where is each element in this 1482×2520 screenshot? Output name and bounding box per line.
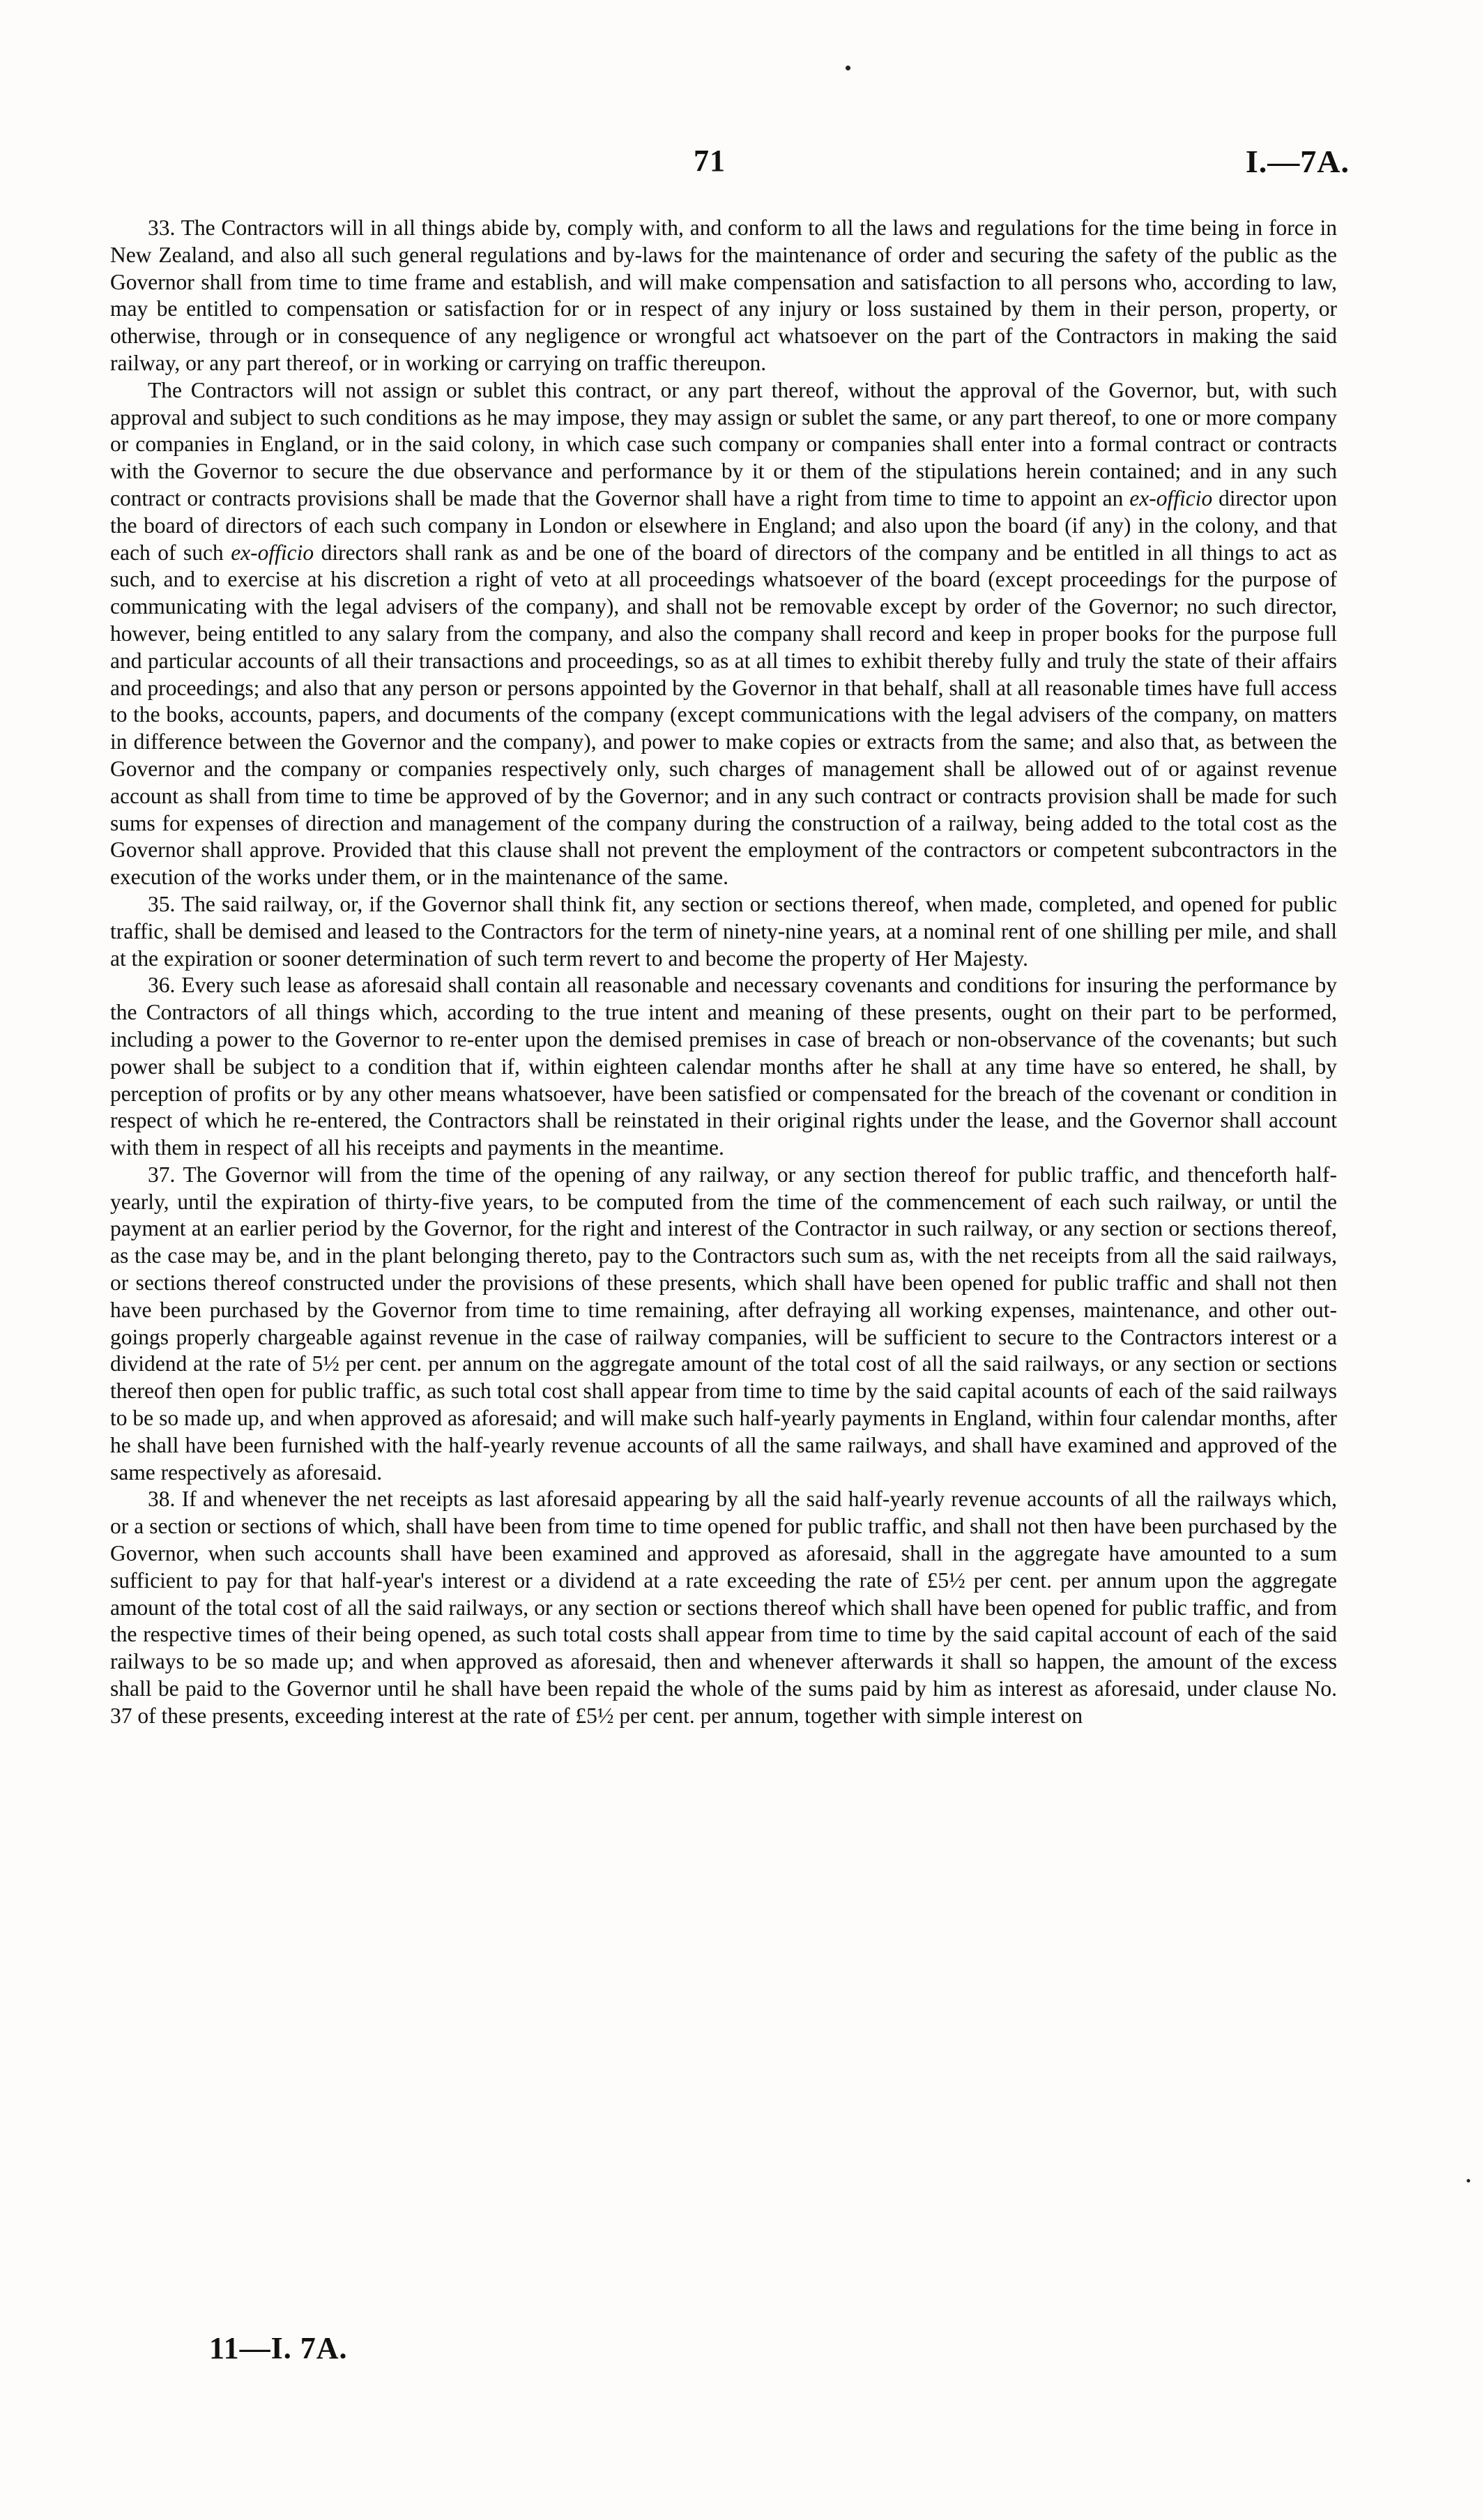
print-speck [1467, 2179, 1470, 2183]
clause-33: 33. The Contractors will in all things abide by, comply with, and conform to all the laws and regulations for the time being in force in New Zealand, and also all such general regulations and by-laws for the maintenance of order and securing the safety of the public as the Governor shall from time to time frame and establish, and will make compensation and satisfaction to all persons who, according to law, may be entitled to compensation or satisfaction for or in respect of any injury or loss sustained by them in their person, property, or otherwise, through or in consequence of any negligence or wrongful act whatsoever on the part of the Contractors in making the said railway, or any part thereof, or in working or carrying on traffic thereupon. [110, 215, 1337, 375]
ex-officio-term: ex-officio [1129, 485, 1213, 510]
page-number: 71 [694, 144, 726, 178]
page-header [0, 143, 1482, 185]
clause-37: 37. The Governor will from the time of the opening of any railway, or any section thereof for public traffic, and thenceforth half-yearly, until the expiration of thirty-five years, to be computed from the time of the commencement of each such railway, or until the payment at an earlier period by the Governor, for the right and interest of the Contractor in such railway, or any section or sections thereof, as the case may be, and in the plant belonging thereto, pay to the Contractors such sum as, with the net receipts from all the said railways, or sections thereof constructed under the provisions of these presents, which shall have been opened for public traffic and shall not then have been purchased by the Governor from time to time remaining, after defraying all working expenses, maintenance, and other out-goings properly chargeable against revenue in the case of railway companies, will be sufficient to secure to the Contractors interest or a dividend at the rate of 5½ per cent. per annum on the aggregate amount of the total cost of all the said railways, or any section or sections thereof then open for public traffic, as such total cost shall appear from time to time by the said capital acounts of each of the said railways to be so made up, and when approved as aforesaid; and will make such half-yearly payments in England, within four calendar months, after he shall have been furnished with the half-yearly revenue accounts of all the same railways, and shall have examined and approved of the same respectively as aforesaid. [110, 1162, 1337, 1485]
print-speck [846, 66, 850, 70]
clause-34-text: directors shall rank as and be one of the board of directors of the company and be entitled in all things to act as such, and to exercise at his discretion a right of veto at all proceedings whatsoever of the board (except proceedings for the purpose of communicating with the legal advisers of the company), and shall not be removable except by order of the Governor; no such director, however, being entitled to any salary from the company, and also the company shall record and keep in proper books for the purpose full and particular accounts of all their transactions and proceedings, so as at all times to exhibit thereby fully and truly the state of their affairs and proceedings; and also that any person or persons appointed by the Governor in that behalf, shall at all reasonable times have full access to the books, accounts, papers, and documents of the company (except communications with the legal advisers of the company, on matters in difference between the Governor and the company), and power to make copies or extracts from the same; and also that, as between the Governor and the company or companies respectively only, such charges of management shall be allowed out of or against revenue account as shall from time to time be approved of by the Governor; and in any such contract or contracts provision shall be made for such sums for expenses of direction and management of the company during the construction of a railway, being added to the total cost as the Governor shall approve. Provided that this clause shall not prevent the employment of the contractors or competent subcontractors in the execution of the works under them, or in the maintenance of the same. [110, 540, 1337, 890]
clause-34-text: The Contractors will not assign or sublet this contract, or any part thereof, without the approval of the Governor, but, with such approval and subject to such conditions as he may impose, they may assign or sublet the same, or any part thereof, to one or more company or companies in England, or in the said colony, in which case such company or companies shall enter into a formal contract or contracts with the Governor to secure the due observance and performance by it or them of the stipulations herein contained; and in any such contract or contracts provisions shall be made that the Governor shall have a right from time to time to appoint an [110, 377, 1337, 510]
signature-mark: 11—I. 7A. [209, 2331, 348, 2365]
ex-officio-term: ex-officio [231, 540, 314, 565]
clause-34-text: director upon the board of directors of each such company in London or elsewhere in England; and also upon the board (if any) in the colony, and that each of such [110, 485, 1337, 565]
clause-34 [110, 377, 1337, 891]
clause-38: 38. If and whenever the net receipts as last aforesaid appearing by all the said half-yearly revenue accounts of all the railways which, or a section or sections of which, shall have been from time to time opened for public traffic, and shall not then have been purchased by the Governor, when such accounts shall have been examined and approved as aforesaid, shall in the aggregate have amounted to a sum sufficient to pay for that half-year's interest or a dividend at a rate exceeding the rate of £5½ per cent. per annum upon the aggregate amount of the total cost of all the said railways, or any section or sections thereof which shall have been opened for public traffic, and from the respective times of their being opened, as such total costs shall appear from time to time by the said capital account of each of the said railways to be so made up; and when approved as aforesaid, then and whenever afterwards it shall so happen, the amount of the excess shall be paid to the Governor until he shall have been repaid the whole of the sums paid by him as interest as aforesaid, under clause No. 37 of these presents, exceeding interest at the rate of £5½ per cent. per annum, together with simple interest on [110, 1487, 1337, 1728]
contract-body [110, 215, 1337, 1730]
clause-35: 35. The said railway, or, if the Governor shall think fit, any section or sections thereof, when made, completed, and opened for public traffic, shall be demised and leased to the Contractors for the term of ninety-nine years, at a nominal rent of one shilling per mile, and shall at the expiration or sooner determination of such term revert to and become the property of Her Majesty. [110, 891, 1337, 971]
clause-36: 36. Every such lease as aforesaid shall contain all reasonable and necessary covenants and conditions for insuring the performance by the Contractors of all things which, according to the true intent and meaning of these presents, ought on their part to be performed, including a power to the Governor to re-enter upon the demised premises in case of breach or non-observance of the covenants; but such power shall be subject to a condition that if, within eighteen calendar months after he shall at any time have so entered, he shall, by perception of profits or by any other means whatsoever, have been satisfied or compensated for the breach of the covenant or condition in respect of which he re-entered, the Contractors shall be reinstated in their original rights under the lease, and the Governor shall account with them in respect of all his receipts and payments in the meantime. [110, 973, 1337, 1160]
document-reference: I.—7A. [1245, 144, 1350, 179]
